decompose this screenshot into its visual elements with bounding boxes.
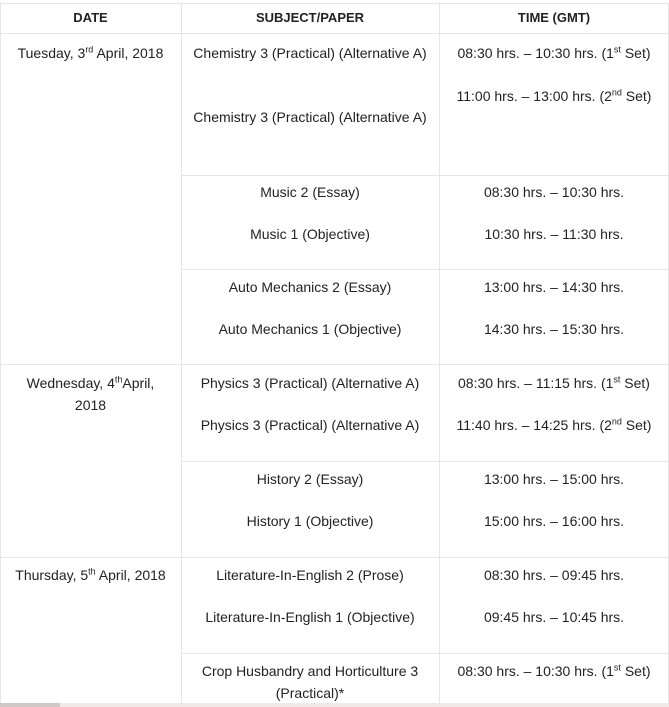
date-cell-tuesday: Tuesday, 3rd April, 2018 [17, 44, 164, 61]
subject-cell: Auto Mechanics 2 (Essay) [228, 279, 392, 295]
subject-cell: Physics 3 (Practical) (Alternative A) [200, 417, 420, 433]
time-cell: 09:45 hrs. – 10:45 hrs. [483, 609, 625, 625]
time-cell: 15:00 hrs. – 16:00 hrs. [483, 513, 625, 529]
col-divider-1 [181, 3, 182, 703]
row-divider [181, 175, 669, 176]
date-cell-thursday: Thursday, 5th April, 2018 [15, 566, 166, 583]
page-bottom-bar [0, 703, 669, 707]
subject-cell: Auto Mechanics 1 (Objective) [218, 321, 402, 337]
time-cell: 13:00 hrs. – 15:00 hrs. [483, 471, 625, 487]
header-divider [0, 33, 669, 34]
row-divider [0, 557, 669, 558]
time-cell: 11:40 hrs. – 14:25 hrs. (2nd Set) [456, 416, 652, 433]
time-cell: 08:30 hrs. – 09:45 hrs. [483, 567, 625, 583]
row-divider [181, 461, 669, 462]
subject-cell: Chemistry 3 (Practical) (Alternative A) [193, 109, 427, 125]
time-cell: 08:30 hrs. – 10:30 hrs. (1st Set) [457, 662, 651, 679]
col-divider-2 [439, 3, 440, 703]
subject-cell: Literature-In-English 2 (Prose) [216, 567, 404, 583]
row-divider [181, 269, 669, 270]
bottom-bar-accent [0, 703, 60, 707]
row-divider [0, 364, 669, 365]
col-border-left [0, 3, 1, 703]
time-cell: 11:00 hrs. – 13:00 hrs. (2nd Set) [456, 87, 652, 104]
subject-cell: Chemistry 3 (Practical) (Alternative A) [193, 45, 427, 61]
time-cell: 08:30 hrs. – 10:30 hrs. [483, 184, 625, 200]
subject-cell: Music 1 (Objective) [250, 226, 370, 242]
subject-cell: History 2 (Essay) [256, 471, 364, 487]
header-subject: SUBJECT/PAPER [255, 10, 365, 25]
subject-cell: Crop Husbandry and Horticulture 3 (Practical)* [201, 663, 419, 701]
date-cell-wednesday: Wednesday, 4thApril, 2018 [26, 374, 155, 413]
subject-cell: Physics 3 (Practical) (Alternative A) [200, 375, 420, 391]
time-cell: 08:30 hrs. – 10:30 hrs. (1st Set) [457, 44, 651, 61]
time-cell: 08:30 hrs. – 11:15 hrs. (1st Set) [458, 374, 650, 391]
time-cell: 10:30 hrs. – 11:30 hrs. [484, 226, 624, 242]
subject-cell: Music 2 (Essay) [260, 184, 360, 200]
time-cell: 13:00 hrs. – 14:30 hrs. [483, 279, 625, 295]
subject-cell: History 1 (Objective) [246, 513, 374, 529]
row-divider [181, 653, 669, 654]
table-border-top [0, 3, 669, 4]
time-cell: 14:30 hrs. – 15:30 hrs. [483, 321, 625, 337]
header-date: DATE [73, 10, 108, 25]
header-time: TIME (GMT) [517, 10, 591, 25]
subject-cell: Literature-In-English 1 (Objective) [205, 609, 415, 625]
